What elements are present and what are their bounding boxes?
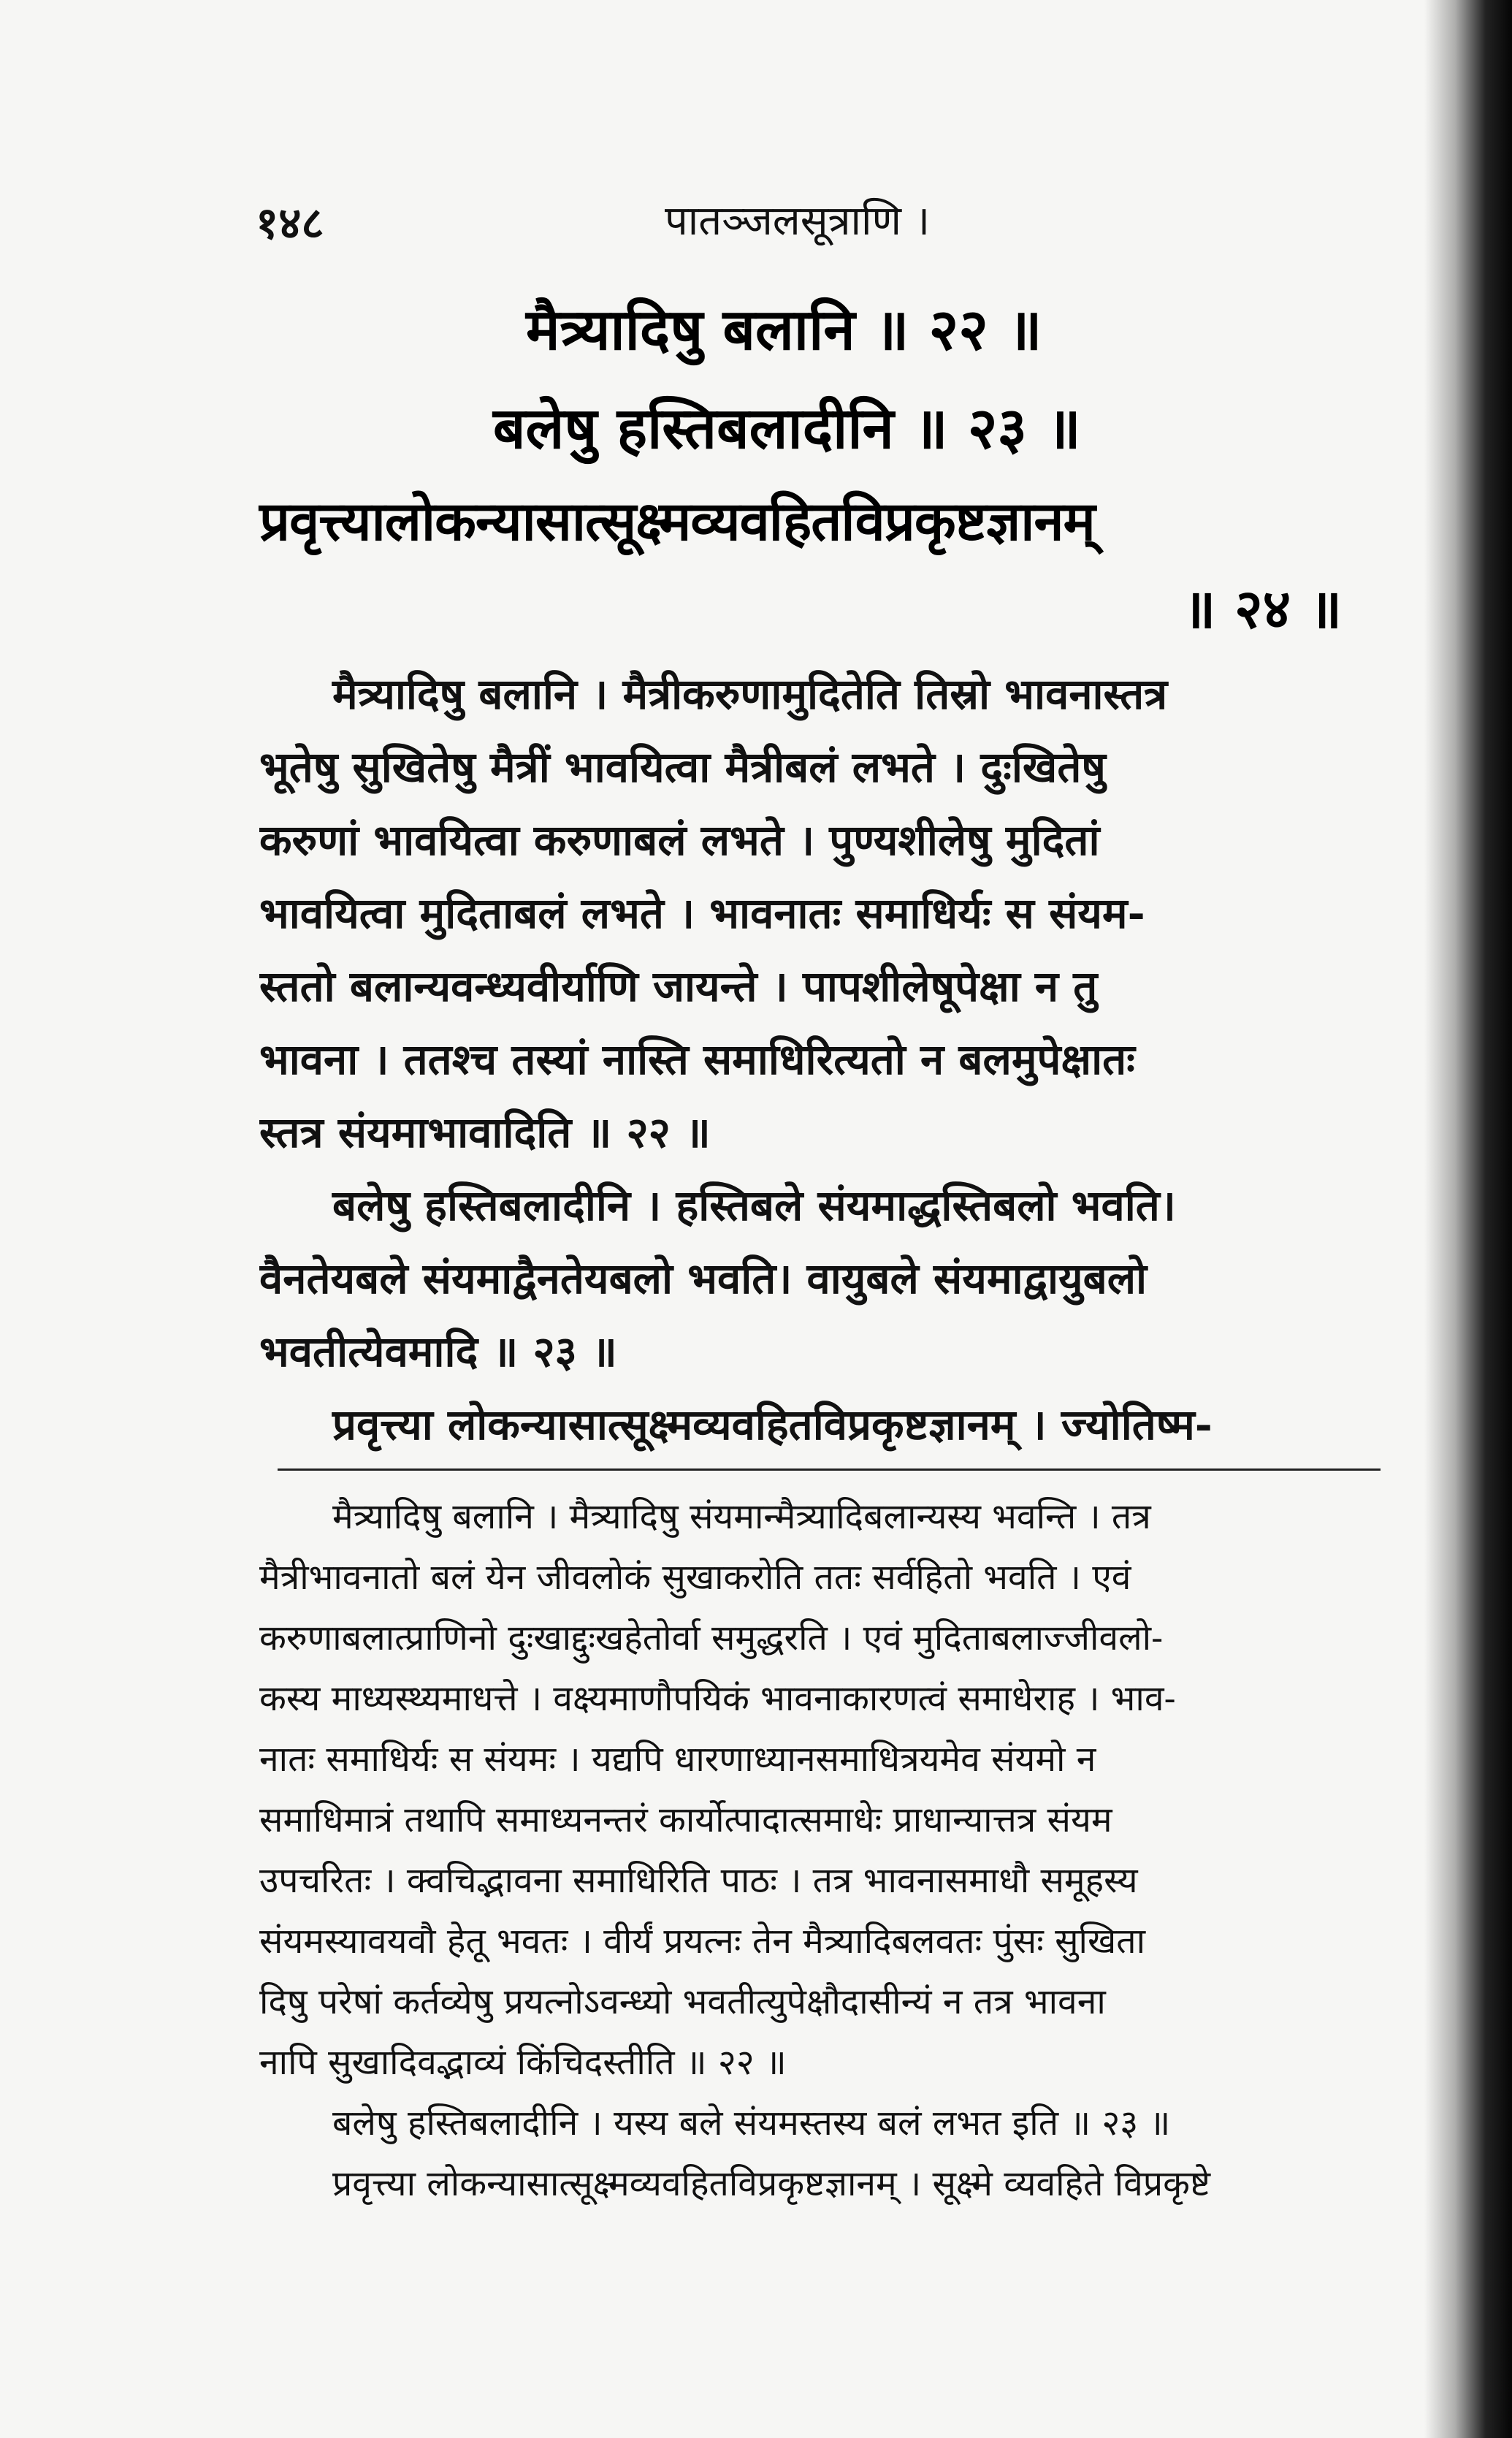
subcommentary-block <box>259 1487 1384 2214</box>
subcommentary-line: संयमस्यावयवौ हेतू भवतः । वीर्यं प्रयत्नः तेन मैत्र्यादिबलवतः पुंसः सुखिता <box>259 1921 1146 1962</box>
commentary-line: भवतीत्येवमादि ॥ २३ ॥ <box>259 1327 617 1376</box>
commentary-line: स्तत्र संयमाभावादिति ॥ २२ ॥ <box>259 1108 711 1157</box>
commentary-line: प्रवृत्त्या लोकन्यासात्सूक्ष्मव्यवहितविप्रकृष्टज्ञानम् । ज्योतिष्म- <box>332 1400 1213 1450</box>
commentary-line: मैत्र्यादिषु बलानि । मैत्रीकरुणामुदितेति तिस्रो भावनास्तत्र <box>332 669 1168 719</box>
subcommentary-line: उपचरितः । क्वचिद्भावना समाधिरिति पाठः । तत्र भावनासमाधौ समूहस्य <box>259 1860 1138 1901</box>
subcommentary-line: मैत्र्यादिषु बलानि । मैत्र्यादिषु संयमान्मैत्र्यादिबलान्यस्य भवन्ति । तत्र <box>332 1496 1151 1537</box>
subcommentary-line: कस्य माध्यस्थ्यमाधत्ते । वक्ष्यमाणौपयिकं भावनाकारणत्वं समाधेराह । भाव- <box>259 1678 1176 1719</box>
subcommentary-line: दिषु परेषां कर्तव्येषु प्रयत्नोऽवन्ध्यो भवतीत्युपेक्षौदासीन्यं न तत्र भावना <box>259 1981 1106 2022</box>
binding-edge-shadow <box>1424 0 1512 2438</box>
commentary-line: भूतेषु सुखितेषु मैत्रीं भावयित्वा मैत्रीबलं लभते । दुःखितेषु <box>259 742 1106 792</box>
subcommentary-line: बलेषु हस्तिबलादीनि । यस्य बले संयमस्तस्य बलं लभत इति ॥ २३ ॥ <box>332 2103 1171 2144</box>
page-header <box>256 191 1395 250</box>
sutra-23: बलेषु हस्तिबलादीनि ॥ २३ ॥ <box>493 395 1081 462</box>
page-number: १४८ <box>256 198 324 249</box>
commentary-line: भावयित्वा मुदिताबलं लभते । भावनातः समाधिर्यः स संयम- <box>259 888 1145 938</box>
subcommentary-line: करुणाबलात्प्राणिनो दुःखाद्दुःखहेतोर्वा समुद्धरति । एवं मुदिताबलाज्जीवलो- <box>259 1618 1164 1658</box>
sutra-24: प्रवृत्त्यालोकन्यासात्सूक्ष्मव्यवहितविप्रकृष्टज्ञानम् <box>259 490 1095 553</box>
commentary-line: स्ततो बलान्यवन्ध्यवीर्याणि जायन्ते । पापशीलेषूपेक्षा न तु <box>259 961 1098 1011</box>
subcommentary-line: समाधिमात्रं तथापि समाध्यनन्तरं कार्योत्पादात्समाधेः प्राधान्यात्तत्र संयम <box>259 1799 1112 1840</box>
commentary-line: वैनतेयबले संयमाद्वैनतेयबलो भवति। वायुबले संयमाद्वायुबलो <box>259 1254 1148 1303</box>
commentary-line: बलेषु हस्तिबलादीनि । हस्तिबले संयमाद्धस्तिबलो भवति। <box>332 1181 1176 1230</box>
commentary-block <box>259 658 1384 1461</box>
subcommentary-line: नापि सुखादिवद्भाव्यं किंचिदस्तीति ॥ २२ ॥ <box>259 2042 787 2083</box>
subcommentary-line: मैत्रीभावनातो बलं येन जीवलोकं सुखाकरोति ततः सर्वहितो भवति । एवं <box>259 1557 1131 1598</box>
sutra-24-number: ॥ २४ ॥ <box>1183 578 1343 641</box>
sutra-22: मैत्र्यादिषु बलानि ॥ २२ ॥ <box>526 297 1042 363</box>
commentary-line: करुणां भावयित्वा करुणाबलं लभते । पुण्यशीलेषु मुदितां <box>259 815 1100 865</box>
subcommentary-line: नातः समाधिर्यः स संयमः । यद्यपि धारणाध्यानसमाधित्रयमेव संयमो न <box>259 1739 1096 1780</box>
commentary-line: भावना । ततश्च तस्यां नास्ति समाधिरित्यतो न बलमुपेक्षातः <box>259 1035 1135 1084</box>
subcommentary-line: प्रवृत्त्या लोकन्यासात्सूक्ष्मव्यवहितविप्रकृष्टज्ञानम् । सूक्ष्मे व्यवहिते विप्रकृष्टे <box>332 2163 1211 2204</box>
running-title: पातञ्जलसूत्राणि । <box>665 197 931 245</box>
footnote-divider <box>278 1468 1381 1471</box>
